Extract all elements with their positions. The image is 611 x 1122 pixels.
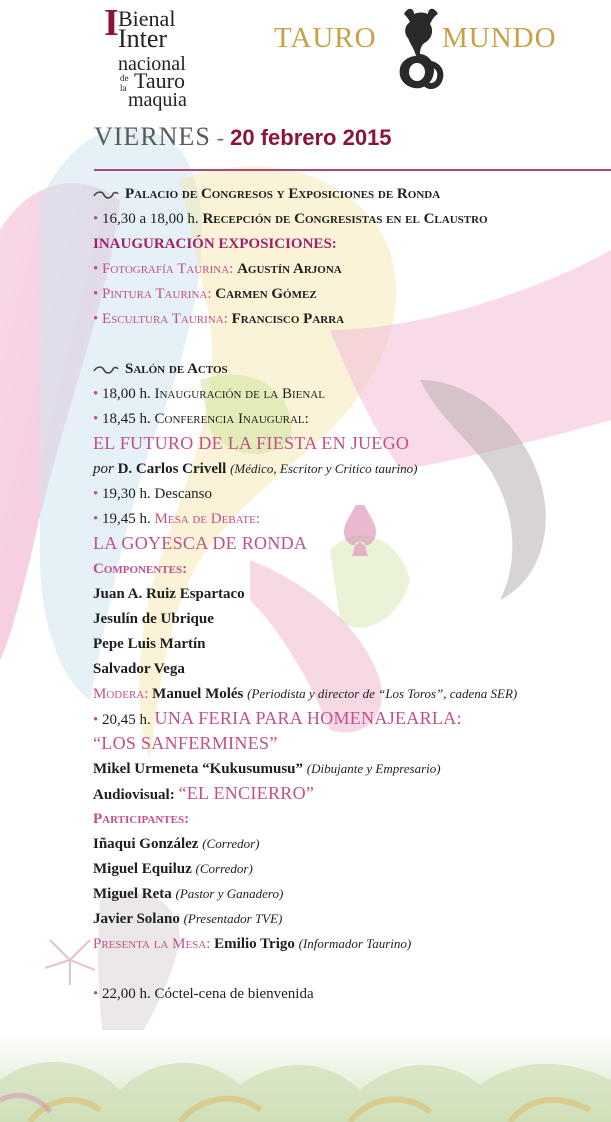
participants-label: Participantes: [93, 811, 190, 827]
participant-note-4: (Presentador TVE) [183, 911, 283, 926]
logo-word-de: de [120, 73, 129, 83]
dinner-row [93, 984, 314, 1004]
participant-4 [93, 909, 282, 929]
exhibition-name-3: Francisco Parra [231, 311, 345, 327]
speaker-note: (Médico, Escritor y Critico taurino) [230, 461, 418, 476]
speaker-por: por [93, 461, 114, 477]
bull-icon [390, 4, 450, 92]
tauromundo-logo-right: MUNDO [442, 22, 557, 54]
logo-word-bienal: Bienal [118, 6, 176, 31]
reception-text: Recepción de Congresistas en el Claustro [202, 211, 488, 227]
heading-divider [94, 169, 611, 171]
day-label: VIERNES [94, 122, 211, 151]
bullet-icon: • [93, 986, 99, 1002]
moderator-row [93, 684, 517, 704]
audiovisual-label: Audiovisual: [93, 787, 175, 803]
feria-title-2: “LOS SANFERMINES” [93, 733, 278, 753]
audiovisual-row [93, 783, 314, 805]
exhibition-name-2: Carmen Gómez [215, 286, 317, 302]
participant-2 [93, 859, 253, 879]
bienal-logo [104, 4, 204, 114]
debate-row [93, 509, 260, 529]
participant-1 [93, 834, 259, 854]
inauguracion-title: INAUGURACIÓN EXPOSICIONES: [93, 236, 337, 252]
bullet-icon: • [93, 712, 99, 728]
bullet-icon: • [93, 261, 99, 277]
moderator-label: Modera: [93, 686, 149, 702]
logo-word-maquia: maquia [128, 89, 187, 111]
exhibition-label-3: Escultura Taurina: [102, 311, 228, 327]
presenter-note: (Informador Taurino) [298, 936, 412, 951]
inauguration-time: 18,00 h. [102, 386, 151, 402]
feria-title-1: UNA FERIA PARA HOMENAJEARLA: [154, 708, 462, 728]
logo-big-letter: I [104, 2, 119, 44]
speaker-row [93, 459, 417, 479]
date-heading [94, 122, 392, 152]
exhibition-row-1 [93, 259, 342, 279]
guest-note: (Dibujante y Empresario) [306, 761, 441, 776]
exhibition-label-2: Pintura Taurina: [102, 286, 212, 302]
feria-row [93, 708, 462, 730]
conference-time: 18,45 h. [102, 411, 151, 427]
bullet-icon: • [93, 386, 99, 402]
component-1: Juan A. Ruiz Espartaco [93, 586, 245, 602]
exhibition-row-3 [93, 309, 344, 329]
bullet-icon: • [93, 311, 99, 327]
presenter-row [93, 934, 411, 954]
participant-name-1: Iñaqui González [93, 836, 199, 852]
feria-time: 20,45 h. [102, 712, 151, 728]
guest-row [93, 759, 441, 779]
bullet-icon: • [93, 211, 99, 227]
swirl-icon [93, 190, 119, 200]
participant-name-2: Miguel Equiluz [93, 861, 192, 877]
exhibition-row-2 [93, 284, 317, 304]
inauguration-row [93, 384, 325, 404]
exhibition-name-1: Agustín Arjona [237, 261, 342, 277]
conference-title: EL FUTURO DE LA FIESTA EN JUEGO [93, 433, 410, 453]
venue-salon [93, 359, 228, 379]
bullet-icon: • [93, 486, 99, 502]
dinner-text: Cóctel-cena de bienvenida [154, 986, 314, 1002]
presenter-name: Emilio Trigo [214, 936, 295, 952]
participant-note-1: (Corredor) [202, 836, 260, 851]
debate-time: 19,45 h. [102, 511, 151, 527]
venue-salon-text: Salón de Actos [125, 361, 228, 377]
logo-word-inter: Inter [118, 24, 168, 53]
conference-row [93, 409, 309, 429]
conference-text: Conferencia Inaugural: [154, 411, 309, 427]
participant-note-3: (Pastor y Ganadero) [175, 886, 284, 901]
component-2: Jesulín de Ubrique [93, 611, 214, 627]
moderator-name: Manuel Molés [152, 686, 244, 702]
component-4: Salvador Vega [93, 661, 185, 677]
bullet-icon: • [93, 511, 99, 527]
debate-title: LA GOYESCA DE RONDA [93, 533, 308, 553]
swirl-icon [93, 365, 119, 375]
break-time: 19,30 h. [102, 486, 151, 502]
inauguration-text: Inauguración de la Bienal [154, 386, 325, 402]
moderator-note: (Periodista y director de “Los Toros”, cadena SER) [247, 686, 518, 701]
venue-palacio-text: Palacio de Congresos y Exposiciones de Ronda [125, 186, 441, 202]
venue-palacio [93, 184, 440, 204]
exhibition-label-1: Fotografía Taurina: [102, 261, 234, 277]
components-label: Componentes: [93, 561, 188, 577]
reception-time: 16,30 a 18,00 h. [102, 211, 199, 227]
guest-name: Mikel Urmeneta “Kukusumusu” [93, 761, 304, 777]
logo-word-tauro: Tauro [134, 68, 185, 93]
date-label: 20 febrero 2015 [230, 125, 392, 150]
debate-text: Mesa de Debate: [154, 511, 261, 527]
participant-name-3: Miguel Reta [93, 886, 172, 902]
presenter-label: Presenta la Mesa: [93, 936, 211, 952]
dinner-time: 22,00 h. [102, 986, 151, 1002]
logo-word-la: la [120, 83, 127, 93]
component-3: Pepe Luis Martín [93, 636, 206, 652]
logo-word-nacional: nacional [118, 53, 186, 75]
participant-name-4: Javier Solano [93, 911, 180, 927]
speaker-name: D. Carlos Crivell [117, 461, 227, 477]
audiovisual-title: “EL ENCIERRO” [178, 783, 315, 803]
participant-note-2: (Corredor) [195, 861, 253, 876]
bullet-icon: • [93, 411, 99, 427]
tauromundo-logo-left: TAURO [274, 22, 377, 54]
bullet-icon: • [93, 286, 99, 302]
break-row [93, 484, 212, 504]
date-separator: - [216, 125, 225, 150]
participant-3 [93, 884, 283, 904]
break-text: Descanso [154, 486, 212, 502]
reception-row [93, 209, 488, 229]
